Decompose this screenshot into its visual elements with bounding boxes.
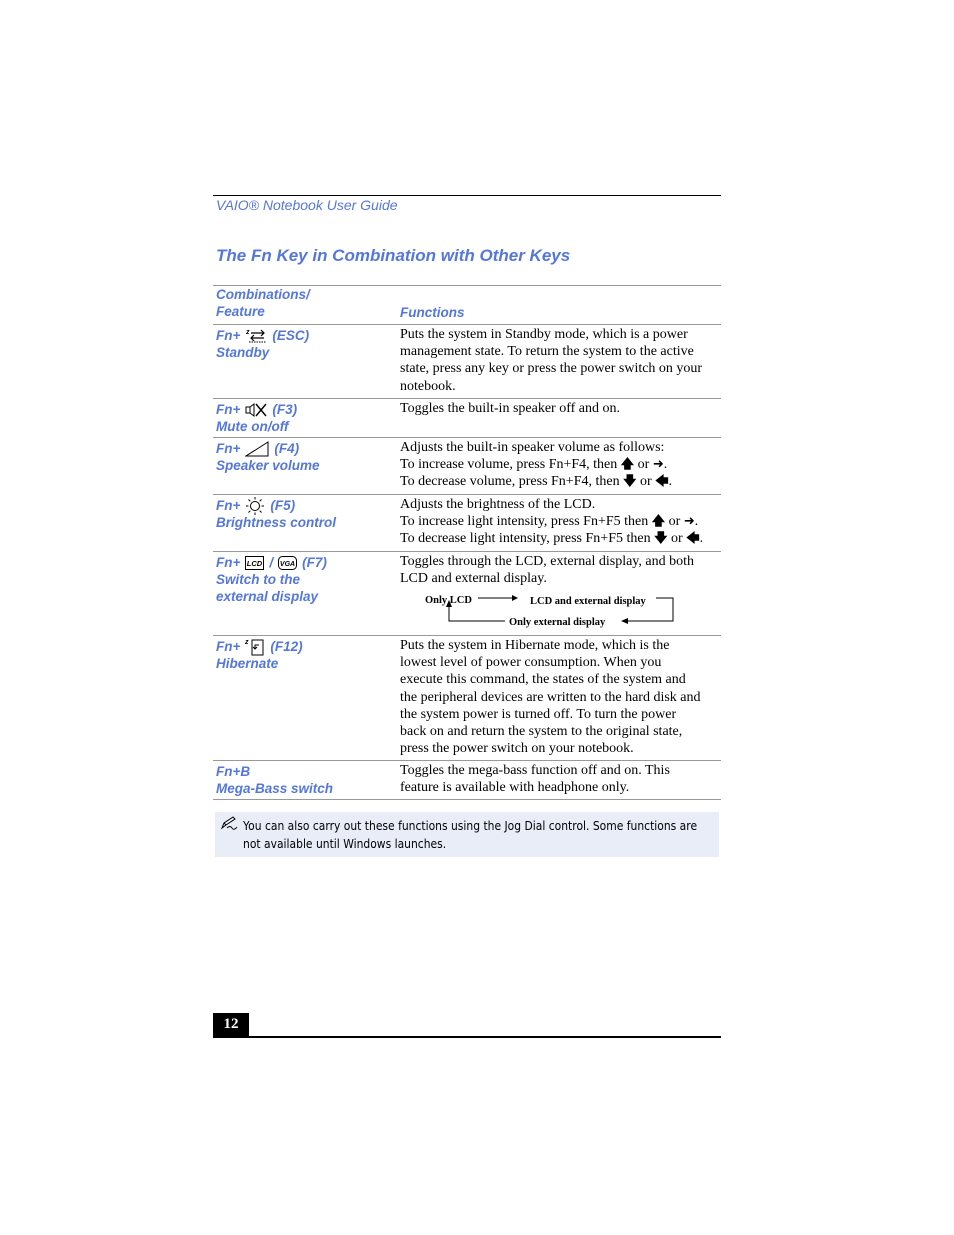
down-arrow-icon: 🡇 [623, 474, 637, 490]
right-arrow-icon: ➜ [652, 457, 664, 473]
pencil-note-icon [220, 816, 238, 835]
desc-line-decrease-volume: To decrease volume, press Fn+F4, then 🡇 or 🡄. [400, 474, 673, 490]
lcd-icon-label: LCD [247, 558, 263, 568]
vga-icon-label: VGA [280, 560, 296, 568]
feature-hibernate: Hibernate [216, 656, 279, 671]
desc-line: Toggles the mega-bass function off and on. This [400, 763, 670, 778]
brightness-icon [245, 497, 265, 515]
table-row-switch-display [213, 551, 721, 635]
desc-line: state, press any key or press the power switch on your [400, 361, 703, 377]
desc-line: notebook. [400, 378, 456, 394]
table-header-row [213, 285, 721, 324]
desc-line-increase-volume: To increase volume, press Fn+F4, then 🡅 or ➜. [400, 457, 668, 473]
feature-switch-line2: external display [216, 589, 319, 604]
desc-line: lowest level of power consumption. When you [400, 655, 662, 671]
desc-line: the peripheral devices are written to the hard disk and [400, 689, 701, 705]
desc-line: management state. To return the system to the active [400, 344, 694, 360]
lcd-icon [245, 556, 264, 570]
fn-prefix: Fn+ [216, 328, 241, 343]
feature-switch-line1: Switch to the [216, 572, 300, 587]
column-header-feature: Feature [216, 304, 265, 319]
down-arrow-icon: 🡇 [654, 531, 668, 547]
desc-line: Toggles the built-in speaker off and on. [400, 401, 620, 416]
desc-line: Adjusts the built-in speaker volume as follows: [400, 440, 665, 455]
desc-line: execute this command, the states of the system and [400, 672, 686, 688]
feature-mute: Mute on/off [216, 419, 289, 434]
display-cycle-diagram [400, 589, 705, 637]
table-row-speaker-volume [213, 437, 721, 494]
table-row-standby [213, 324, 721, 398]
table-row-mega-bass [213, 760, 721, 800]
table-row-hibernate [213, 635, 721, 760]
desc-line: Toggles through the LCD, external display, and both [400, 554, 694, 569]
desc-line: Puts the system in Hibernate mode, which is the [400, 638, 670, 653]
desc-line: Adjusts the brightness of the LCD. [400, 497, 596, 512]
key-f5: (F5) [270, 498, 296, 513]
table-row-brightness [213, 494, 721, 551]
section-title: The Fn Key in Combination with Other Keys [216, 246, 571, 265]
feature-speaker-volume: Speaker volume [216, 458, 320, 473]
note-line2: not available until Windows launches. [243, 835, 447, 851]
fn-prefix: Fn+ [216, 555, 241, 570]
running-header: VAIO® Notebook User Guide [216, 197, 398, 213]
table-row-mute [213, 398, 721, 437]
key-f7: (F7) [302, 555, 327, 570]
standby-icon [245, 328, 267, 344]
desc-line-increase-brightness: To increase light intensity, press Fn+F5 then 🡅 or ➜. [400, 514, 699, 530]
fn-key-table [213, 285, 721, 800]
diagram-lcd-and-external: LCD and external display [530, 596, 646, 608]
combo-fn-b: Fn+B [216, 764, 251, 779]
vga-icon [278, 556, 297, 570]
desc-line: the system power is turned off. To turn the power [400, 706, 677, 722]
feature-mega-bass: Mega-Bass switch [216, 781, 334, 796]
feature-brightness: Brightness control [216, 515, 337, 530]
svg-text:z: z [246, 328, 250, 336]
diagram-only-external: Only external display [509, 617, 606, 629]
header-rule [213, 195, 721, 196]
up-arrow-icon: 🡅 [651, 514, 666, 530]
hibernate-icon [245, 638, 265, 656]
fn-prefix: Fn+ [216, 498, 241, 513]
desc-line: LCD and external display. [400, 571, 547, 587]
column-header-functions: Functions [400, 305, 465, 320]
desc-line: feature is available with headphone only. [400, 780, 630, 796]
key-esc: (ESC) [272, 328, 310, 343]
fn-prefix: Fn+ [216, 639, 241, 654]
mute-icon [245, 402, 267, 418]
desc-line: Puts the system in Standby mode, which is a power [400, 327, 688, 342]
right-arrow-icon: ➜ [683, 514, 695, 530]
key-f12: (F12) [270, 639, 303, 654]
column-header-combinations: Combinations/ [216, 287, 310, 302]
footer-rule [213, 1036, 721, 1038]
desc-line: press the power switch on your notebook. [400, 741, 634, 757]
feature-standby: Standby [216, 345, 270, 360]
up-arrow-icon: 🡅 [620, 457, 635, 473]
fn-prefix: Fn+ [216, 441, 241, 456]
left-arrow-icon: 🡄 [686, 531, 700, 547]
svg-text:z: z [245, 638, 249, 646]
note-box [215, 812, 719, 857]
slash: / [269, 555, 274, 570]
key-f4: (F4) [274, 441, 300, 456]
page-number: 12 [213, 1013, 249, 1036]
note-line1: You can also carry out these functions using the Jog Dial control. Some functions are [243, 818, 698, 833]
desc-line-decrease-brightness: To decrease light intensity, press Fn+F5 then 🡇 or 🡄. [400, 531, 704, 547]
key-f3: (F3) [272, 402, 298, 417]
left-arrow-icon: 🡄 [655, 474, 669, 490]
volume-ramp-icon [245, 441, 269, 457]
fn-prefix: Fn+ [216, 402, 241, 417]
desc-line: back on and return the system to the original state, [400, 724, 683, 740]
diagram-only-lcd: Only LCD [425, 595, 472, 607]
